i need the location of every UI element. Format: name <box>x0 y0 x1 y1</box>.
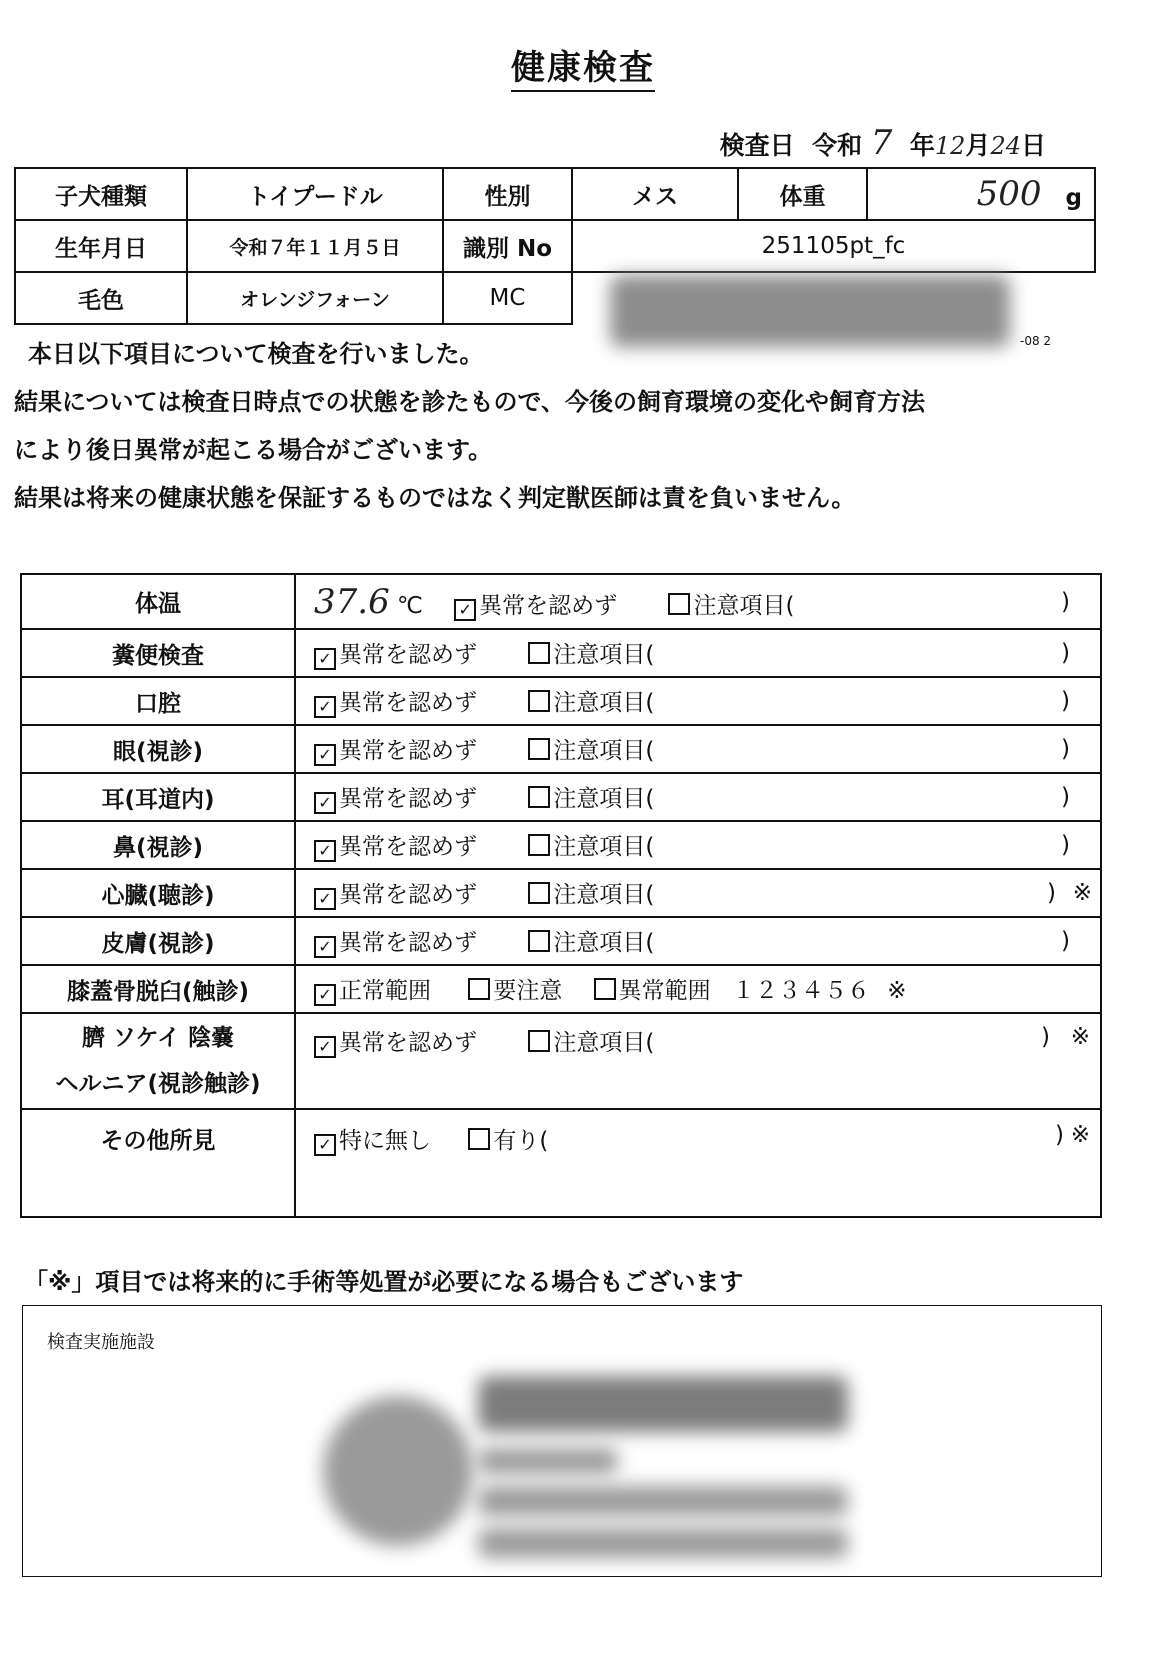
facility-label: 検査実施施設 <box>47 1332 155 1353</box>
id-value: 251105pt_fc <box>572 220 1095 272</box>
stool-row: ✓ 異常を認めず 注意項目( ) <box>295 629 1101 677</box>
checked-box[interactable]: ✓ <box>314 840 336 862</box>
checked-box[interactable]: ✓ <box>314 792 336 814</box>
skin-row: ✓ 異常を認めず 注意項目( ) <box>295 917 1101 965</box>
patella-label: 膝蓋骨脱臼(触診) <box>21 965 295 1013</box>
mc-redaction <box>610 275 1010 347</box>
temp-row: 37.6 ℃ ✓ 異常を認めず 注意項目( ) <box>295 574 1101 629</box>
skin-label: 皮膚(視診) <box>21 917 295 965</box>
checked-box[interactable]: ✓ <box>314 648 336 670</box>
unchecked-box[interactable] <box>528 738 550 760</box>
heart-row: ✓ 異常を認めず 注意項目( ) ※ <box>295 869 1101 917</box>
color-value: オレンジフォーン <box>187 272 443 324</box>
hernia-row: ✓ 異常を認めず 注意項目( ) ※ <box>295 1013 1101 1109</box>
birth-value: 令和７年１１月５日 <box>187 220 443 272</box>
unchecked-box[interactable] <box>528 834 550 856</box>
weight-value: 500 g <box>867 168 1095 220</box>
unchecked-box[interactable] <box>528 930 550 952</box>
star-mark: ※ <box>887 978 907 1004</box>
other-findings-row: ✓ 特に無し 有り( ) ※ <box>295 1109 1101 1217</box>
checked-box[interactable]: ✓ <box>314 744 336 766</box>
facility-zip-redacted <box>478 1448 618 1474</box>
notice-line-1: 本日以下項目について検査を行いました。 <box>28 340 484 368</box>
patella-grades: １２３４５６ <box>731 978 870 1004</box>
color-label: 毛色 <box>15 272 187 324</box>
unchecked-box[interactable] <box>528 882 550 904</box>
notice-line-3: により後日異常が起こる場合がございます。 <box>14 436 493 464</box>
checked-box[interactable]: ✓ <box>454 599 476 621</box>
document-title: 健康検査 <box>0 40 1166 89</box>
exam-date: 検査日 令和 7 年12月24日 <box>719 123 1046 163</box>
facility-box <box>22 1305 1102 1577</box>
breed-value: トイプードル <box>187 168 443 220</box>
checked-box[interactable]: ✓ <box>314 1134 336 1156</box>
facility-phone-redacted <box>478 1528 848 1558</box>
nose-label: 鼻(視診) <box>21 821 295 869</box>
ear-row: ✓ 異常を認めず 注意項目( ) <box>295 773 1101 821</box>
heart-label: 心臓(聴診) <box>21 869 295 917</box>
other-findings-label: その他所見 <box>21 1109 295 1217</box>
unchecked-box[interactable] <box>468 1128 490 1150</box>
checked-box[interactable]: ✓ <box>314 936 336 958</box>
weight-label: 体重 <box>738 168 867 220</box>
notice-line-2: 結果については検査日時点での状態を診たもので、今後の飼育環境の変化や飼育方法 <box>14 388 926 416</box>
unchecked-box[interactable] <box>528 786 550 808</box>
unchecked-box[interactable] <box>468 978 490 1000</box>
checked-box[interactable]: ✓ <box>314 888 336 910</box>
star-mark: ※ <box>1072 880 1092 906</box>
star-mark: ※ <box>1070 1024 1090 1050</box>
temp-value: 37.6 <box>314 581 390 622</box>
unchecked-box[interactable] <box>528 1030 550 1052</box>
facility-seal-redacted <box>323 1396 473 1546</box>
checked-box[interactable]: ✓ <box>314 1036 336 1058</box>
notice-line-4: 結果は将来の健康状態を保証するものではなく判定獣医師は責を負いません。 <box>14 484 856 512</box>
stool-label: 糞便検査 <box>21 629 295 677</box>
birth-label: 生年月日 <box>15 220 187 272</box>
ear-label: 耳(耳道内) <box>21 773 295 821</box>
breed-label: 子犬種類 <box>15 168 187 220</box>
sex-value: メス <box>572 168 738 220</box>
temp-label: 体温 <box>21 574 295 629</box>
checked-box[interactable]: ✓ <box>314 696 336 718</box>
facility-address-redacted <box>478 1486 848 1516</box>
mc-label: MC <box>443 272 572 324</box>
nose-row: ✓ 異常を認めず 注意項目( ) <box>295 821 1101 869</box>
facility-name-redacted <box>478 1376 848 1432</box>
unchecked-box[interactable] <box>528 642 550 664</box>
sex-label: 性別 <box>443 168 572 220</box>
surgery-note: 「※」項目では将来的に手術等処置が必要になる場合もございます <box>24 1268 744 1296</box>
unchecked-box[interactable] <box>668 593 690 615</box>
patella-row: ✓ 正常範囲 要注意 異常範囲 １２３４５６ ※ <box>295 965 1101 1013</box>
id-label: 識別 No <box>443 220 572 272</box>
unchecked-box[interactable] <box>594 978 616 1000</box>
code-fragment: -08 2 <box>1020 334 1052 348</box>
eye-row: ✓ 異常を認めず 注意項目( ) <box>295 725 1101 773</box>
unchecked-box[interactable] <box>528 690 550 712</box>
oral-row: ✓ 異常を認めず 注意項目( ) <box>295 677 1101 725</box>
exam-table <box>20 573 1102 1218</box>
oral-label: 口腔 <box>21 677 295 725</box>
eye-label: 眼(視診) <box>21 725 295 773</box>
star-mark: ※ <box>1070 1122 1090 1148</box>
hernia-label: 臍 ソケイ 陰嚢 ヘルニア(視診触診) <box>21 1013 295 1109</box>
checked-box[interactable]: ✓ <box>314 984 336 1006</box>
